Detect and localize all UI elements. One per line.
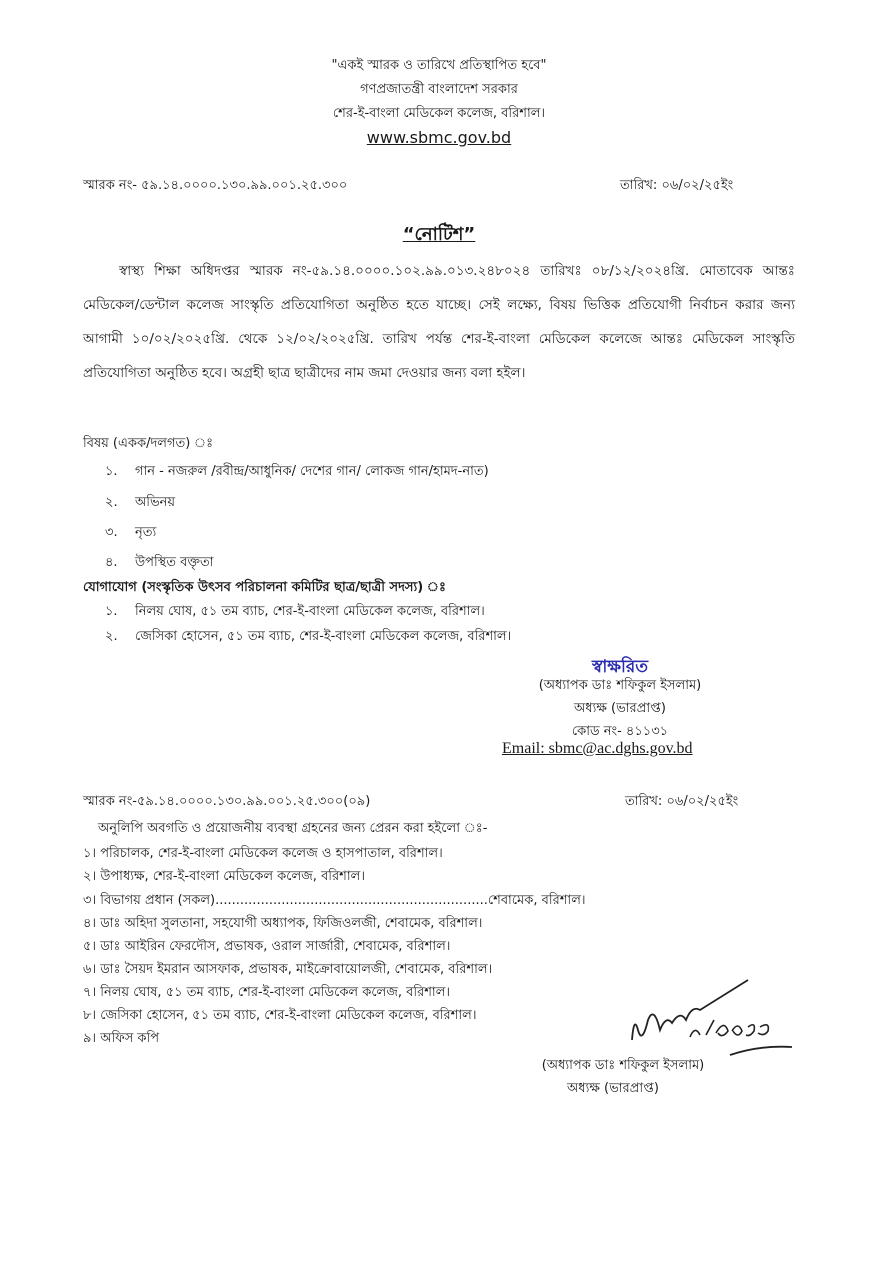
handwritten-signature bbox=[620, 975, 800, 1060]
recipient-item: ৯। অফিস কপি bbox=[83, 1031, 160, 1046]
subject-num: ১. bbox=[105, 464, 118, 479]
website-link[interactable]: www.sbmc.gov.bd bbox=[366, 128, 512, 147]
recipient-item: ৫। ডাঃ আইরিন ফেরদৌস, প্রভাষক, ওরাল সার্জারী, শেবামেক, বরিশাল। bbox=[83, 939, 451, 954]
contact-heading: যোগাযোগ (সংস্কৃতিক উৎসব পরিচালনা কমিটির ছাত্র/ছাত্রী সদস্য) ঃ bbox=[83, 580, 446, 595]
recipient-item: ৬। ডাঃ সৈয়দ ইমরান আসফাক, প্রভাষক, মাইক্রোবায়োলজী, শেবামেক, বরিশাল। bbox=[83, 962, 493, 977]
copy-intro: অনুলিপি অবগতি ও প্রয়োজনীয় ব্যবস্থা গ্রহনের জন্য প্রেরন করা হইলো ঃ- bbox=[98, 821, 488, 836]
email-link[interactable]: Email: sbmc@ac.dghs.gov.bd bbox=[502, 740, 693, 757]
recipient-item: ৮। জেসিকা হোসেন, ৫১ তম ব্যাচ, শের-ই-বাংলা মেডিকেল কলেজ, বরিশাল। bbox=[83, 1008, 477, 1023]
signatory-code: কোড নং- ৪১১৩১ bbox=[571, 724, 669, 739]
notice-paragraph: স্বাস্থ্য শিক্ষা অধিদপ্তর স্মারক নং-৫৯.১৪.০০০০.১০২.৯৯.০১৩.২৪৮০২৪ তারিখঃ ০৮/১২/২০২৪খ্রি. মোতাবেক আন্তঃ মেডিকেল/ডেন্টাল কলেজ সাংস্কৃতি প্রতিযোগিতা অনুষ্ঠিত হতে যাচ্ছে। সেই লক্ষ্যে, বিষয় ভিত্তিক প্রতিযোগী নির্বাচন করার জন্য আগামী ১০/০২/২০২৫খ্রি. থেকে ১২/০২/২০২৫খ্রি. তারিখ পর্যন্ত শের-ই-বাংলা মেডিকেল কলেজে আন্তঃ মেডিকেল সাংস্কৃতি প্রতিযোগিতা অনুষ্ঠিত হবে। অগ্রহী ছাত্র ছাত্রীদের নাম জমা দেওয়ার জন্য বলা হইল। bbox=[83, 263, 795, 381]
recipient-item: ৪। ডাঃ অহিদা সুলতানা, সহযোগী অধ্যাপক, ফিজিওলজী, শেবামেক, বরিশাল। bbox=[83, 916, 483, 931]
signatory-designation: অধ্যক্ষ (ভারপ্রাপ্ত) bbox=[574, 701, 666, 716]
notice-body bbox=[83, 254, 795, 390]
contact-item: জেসিকা হোসেন, ৫১ তম ব্যাচ, শের-ই-বাংলা মেডিকেল কলেজ, বরিশাল। bbox=[135, 629, 512, 644]
copy-memo-date: তারিখ: ০৬/০২/২৫ইং bbox=[625, 794, 739, 809]
signed-stamp: স্বাক্ষরিত bbox=[591, 657, 649, 677]
subject-num: ৩. bbox=[105, 525, 118, 540]
recipient-item: ৩। বিভাগয় প্রধান (সকল)..................................................................শেবামেক, বরিশাল। bbox=[83, 893, 586, 908]
signatory-designation-2: অধ্যক্ষ (ভারপ্রাপ্ত) bbox=[567, 1081, 659, 1096]
signatory-name-2: (অধ্যাপক ডাঃ শফিকুল ইসলাম) bbox=[541, 1058, 705, 1073]
subject-num: ২. bbox=[105, 495, 118, 510]
contact-num: ২. bbox=[105, 629, 118, 644]
government-name: গণপ্রজাতন্ত্রী বাংলাদেশ সরকার bbox=[360, 82, 518, 97]
subject-item: অভিনয় bbox=[135, 495, 176, 510]
subject-item: উপস্থিত বক্তৃতা bbox=[135, 555, 214, 570]
notice-title: “নোটিশ” bbox=[402, 224, 476, 245]
memo-date: তারিখ: ০৬/০২/২৫ইং bbox=[620, 178, 734, 193]
contact-num: ১. bbox=[105, 604, 118, 619]
subjects-heading: বিষয় (একক/দলগত) ঃ bbox=[83, 436, 214, 451]
recipient-item: ২। উপাধ্যক্ষ, শের-ই-বাংলা মেডিকেল কলেজ, বরিশাল। bbox=[83, 869, 365, 884]
subject-item: গান - নজরুল /রবীন্দ্র/আধুনিক/ দেশের গান/ লোকজ গান/হামদ-নাত) bbox=[135, 464, 489, 479]
memo-number: স্মারক নং- ৫৯.১৪.০০০০.১৩০.৯৯.০০১.২৫.৩০০ bbox=[83, 178, 348, 193]
subject-num: ৪. bbox=[105, 555, 118, 570]
college-name: শের-ই-বাংলা মেডিকেল কলেজ, বরিশাল। bbox=[332, 106, 546, 121]
contact-item: নিলয় ঘোষ, ৫১ তম ব্যাচ, শের-ই-বাংলা মেডিকেল কলেজ, বরিশাল। bbox=[135, 604, 485, 619]
replacement-note: "একই স্মারক ও তারিখে প্রতিস্থাপিত হবে" bbox=[331, 58, 547, 73]
subject-item: নৃত্য bbox=[135, 525, 157, 540]
copy-memo-number: স্মারক নং-৫৯.১৪.০০০০.১৩০.৯৯.০০১.২৫.৩০০(০৯) bbox=[83, 794, 371, 809]
signatory-name: (অধ্যাপক ডাঃ শফিকুল ইসলাম) bbox=[538, 678, 702, 693]
recipient-item: ৭। নিলয় ঘোষ, ৫১ তম ব্যাচ, শের-ই-বাংলা মেডিকেল কলেজ, বরিশাল। bbox=[83, 985, 451, 1000]
recipient-item: ১। পরিচালক, শের-ই-বাংলা মেডিকেল কলেজ ও হাসপাতাল, বরিশাল। bbox=[83, 846, 443, 861]
